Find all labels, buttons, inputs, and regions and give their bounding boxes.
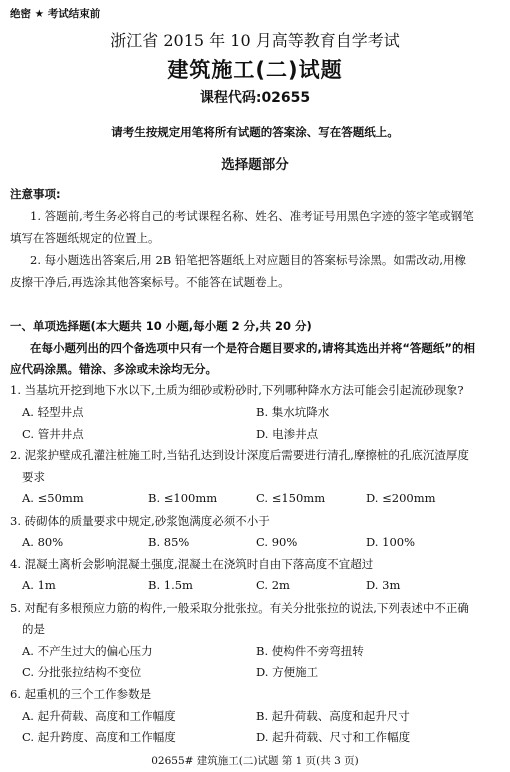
- question-5-option-a: A. 不产生过大的偏心压力: [22, 644, 153, 658]
- question-1-option-b: B. 集水坑降水: [256, 405, 330, 419]
- part1-heading: 一、单项选择题(本大题共 10 小题,每小题 2 分,共 20 分): [10, 319, 312, 333]
- question-3-option-b: B. 85%: [148, 535, 190, 549]
- question-4-option-d: D. 3m: [366, 578, 401, 592]
- notes-item2-line2: 皮擦干净后,再选涂其他答案标号。不能答在试题卷上。: [10, 275, 290, 289]
- notes-heading: 注意事项:: [10, 187, 61, 201]
- part1-desc-line1: 在每小题列出的四个备选项中只有一个是符合题目要求的,请将其选出并将“答题纸”的相: [30, 341, 475, 355]
- question-3-option-c: C. 90%: [256, 535, 298, 549]
- question-2-stem-line1: 2. 泥浆护壁成孔灌注桩施工时,当钻孔达到设计深度后需要进行清孔,摩擦桩的孔底沉渣厚度: [10, 448, 469, 462]
- notes-item1-line1: 1. 答题前,考生务必将自己的考试课程名称、姓名、准考证号用黑色字迹的签字笔或钢笔: [30, 209, 474, 223]
- question-3-option-a: A. 80%: [22, 535, 64, 549]
- exam-title: 浙江省 2015 年 10 月高等教育自学考试: [110, 31, 400, 50]
- question-5-stem-line1: 5. 对配有多根预应力筋的构件,一般采取分批张拉。有关分批张拉的说法,下列表述中不正确: [10, 601, 469, 615]
- course-title: 建筑施工(二)试题: [167, 58, 343, 82]
- question-5-option-c: C. 分批张拉结构不变位: [22, 665, 142, 679]
- question-5-stem-line2: 的是: [22, 622, 45, 636]
- question-4-option-c: C. 2m: [256, 578, 290, 592]
- notes-item2-line1: 2. 每小题选出答案后,用 2B 铅笔把答题纸上对应题目的答案标号涂黑。如需改动,用橡: [30, 253, 467, 267]
- question-6-option-a: A. 起升荷载、高度和工作幅度: [22, 709, 176, 723]
- question-4-option-a: A. 1m: [22, 578, 56, 592]
- question-1-option-c: C. 管井井点: [22, 427, 84, 441]
- question-5-option-b: B. 使构件不旁弯扭转: [256, 644, 364, 658]
- question-1-option-a: A. 轻型井点: [22, 405, 84, 419]
- page-footer: 02655# 建筑施工(二)试题 第 1 页(共 3 页): [151, 755, 359, 767]
- question-5-option-d: D. 方便施工: [256, 665, 319, 679]
- question-1-stem: 1. 当基坑开挖到地下水以下,土质为细砂或粉砂时,下列哪种降水方法可能会引起流砂现象?: [10, 383, 464, 397]
- instruction-text: 请考生按规定用笔将所有试题的答案涂、写在答题纸上。: [111, 125, 399, 139]
- question-4-option-b: B. 1.5m: [148, 578, 193, 592]
- question-2-option-c: C. ≤150mm: [256, 491, 326, 505]
- question-6-option-c: C. 起升跨度、高度和工作幅度: [22, 730, 176, 744]
- question-6-option-d: D. 起升荷载、尺寸和工作幅度: [256, 730, 411, 744]
- course-code: 课程代码:02655: [199, 90, 311, 106]
- question-1-option-d: D. 电渗井点: [256, 427, 319, 441]
- question-4-stem: 4. 混凝土离析会影响混凝土强度,混凝土在浇筑时自由下落高度不宜超过: [10, 557, 374, 571]
- question-6-stem: 6. 起重机的三个工作参数是: [10, 687, 152, 701]
- question-2-option-d: D. ≤200mm: [366, 491, 436, 505]
- question-3-stem: 3. 砖砌体的质量要求中规定,砂浆饱满度必须不小于: [10, 514, 270, 528]
- part1-desc-line2: 应代码涂黑。错涂、多涂或未涂均无分。: [10, 362, 217, 376]
- notes-item1-line2: 填写在答题纸规定的位置上。: [10, 231, 160, 245]
- confidential-label: 绝密 ★ 考试结束前: [10, 8, 101, 20]
- section-title: 选择题部分: [221, 157, 289, 173]
- question-2-option-b: B. ≤100mm: [148, 491, 218, 505]
- question-6-option-b: B. 起升荷载、高度和起升尺寸: [256, 709, 410, 723]
- question-2-option-a: A. ≤50mm: [22, 491, 84, 505]
- question-3-option-d: D. 100%: [366, 535, 415, 549]
- question-2-stem-line2: 要求: [22, 470, 45, 484]
